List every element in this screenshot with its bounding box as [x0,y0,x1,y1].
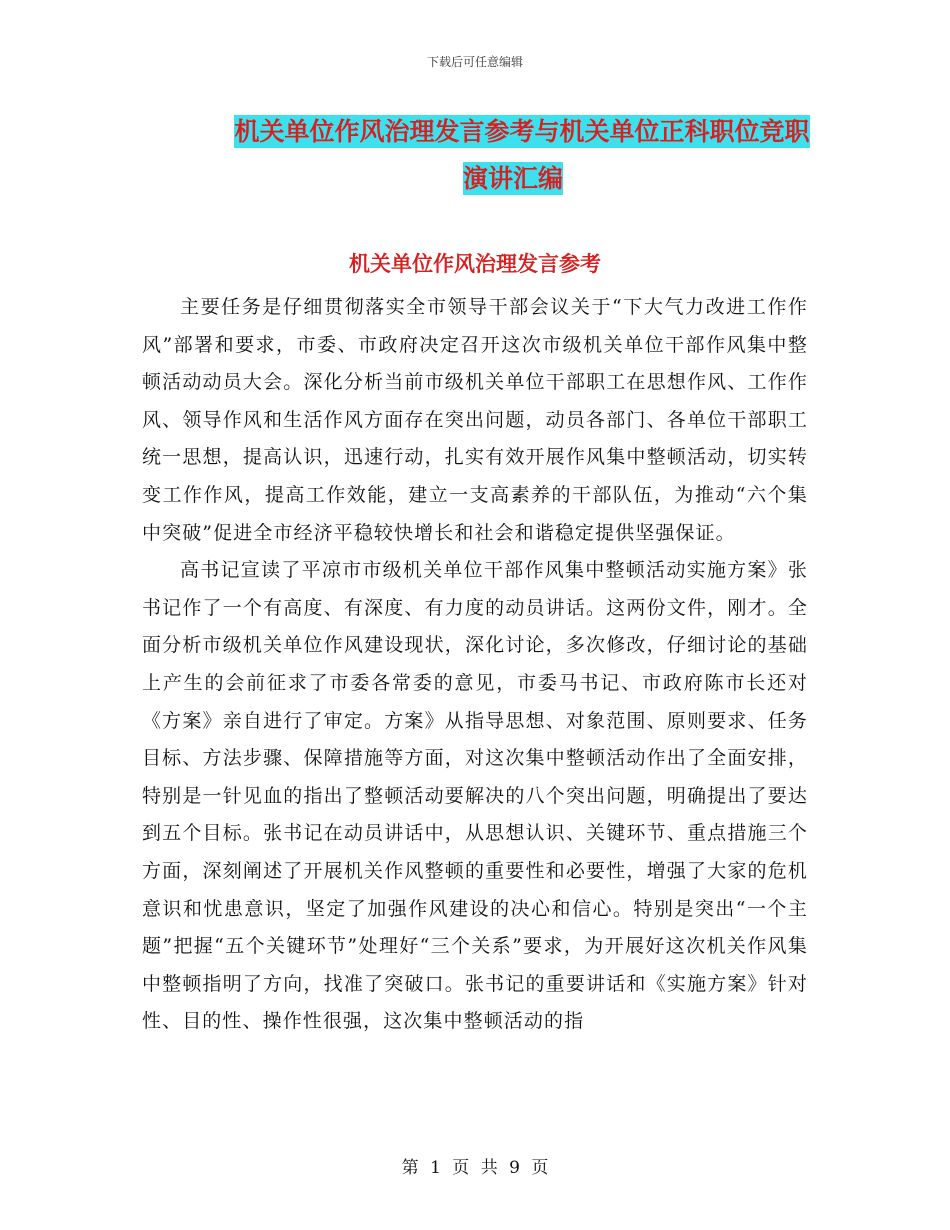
paragraph-2: 高书记宣读了平凉市市级机关单位干部作风集中整顿活动实施方案》张书记作了一个有高度、有深度、有力度的动员讲话。这两份文件，刚才。全面分析市级机关单位作风建设现状，深化讨论，多次修改，仔细讨论的基础上产生的会前征求了市委各常委的意见，市委马书记、市政府陈市长还对《方案》亲自进行了审定。方案》从指导思想、对象范围、原则要求、任务目标、方法步骤、保障措施等方面，对这次集中整顿活动作出了全面安排，特别是一针见血的指出了整顿活动要解决的八个突出问题，明确提出了要达到五个目标。张书记在动员讲话中，从思想认识、关键环节、重点措施三个方面，深刻阐述了开展机关作风整顿的重要性和必要性，增强了大家的危机意识和忧患意识，坚定了加强作风建设的决心和信心。特别是突出“一个主题”把握“五个关键环节”处理好“三个关系”要求，为开展好这次机关作风集中整顿指明了方向，找准了突破口。张书记的重要讲话和《实施方案》针对性、目的性、操作性很强，这次集中整顿活动的指 [142,559,808,1033]
document-title-line2: 演讲汇编 [462,164,563,193]
paragraph-1: 主要任务是仔细贯彻落实全市领导干部会议关于“下大气力改进工作作风”部署和要求，市委、市政府决定召开这次市级机关单位干部作风集中整顿活动动员大会。深化分析当前市级机关单位干部职工在思想作风、工作作风、领导作风和生活作风方面存在突出问题，动员各部门、各单位干部职工统一思想，提高认识，迅速行动，扎实有效开展作风集中整顿活动，切实转变工作作风，提高工作效能，建立一支高素养的干部队伍，为推动“六个集中突破”促进全市经济平稳较快增长和社会和谐稳定提供坚强保证。 [142,296,808,544]
document-title-line1: 机关单位作风治理发言参考与机关单位正科职位竞职 [234,117,810,146]
document-title [150,108,850,202]
body-text [142,289,808,1041]
section-title: 机关单位作风治理发言参考 [349,251,601,276]
page-header-note: 下载后可任意编辑 [426,55,523,69]
page-footer-number: 第 1 页 共 9 页 [401,1158,549,1178]
